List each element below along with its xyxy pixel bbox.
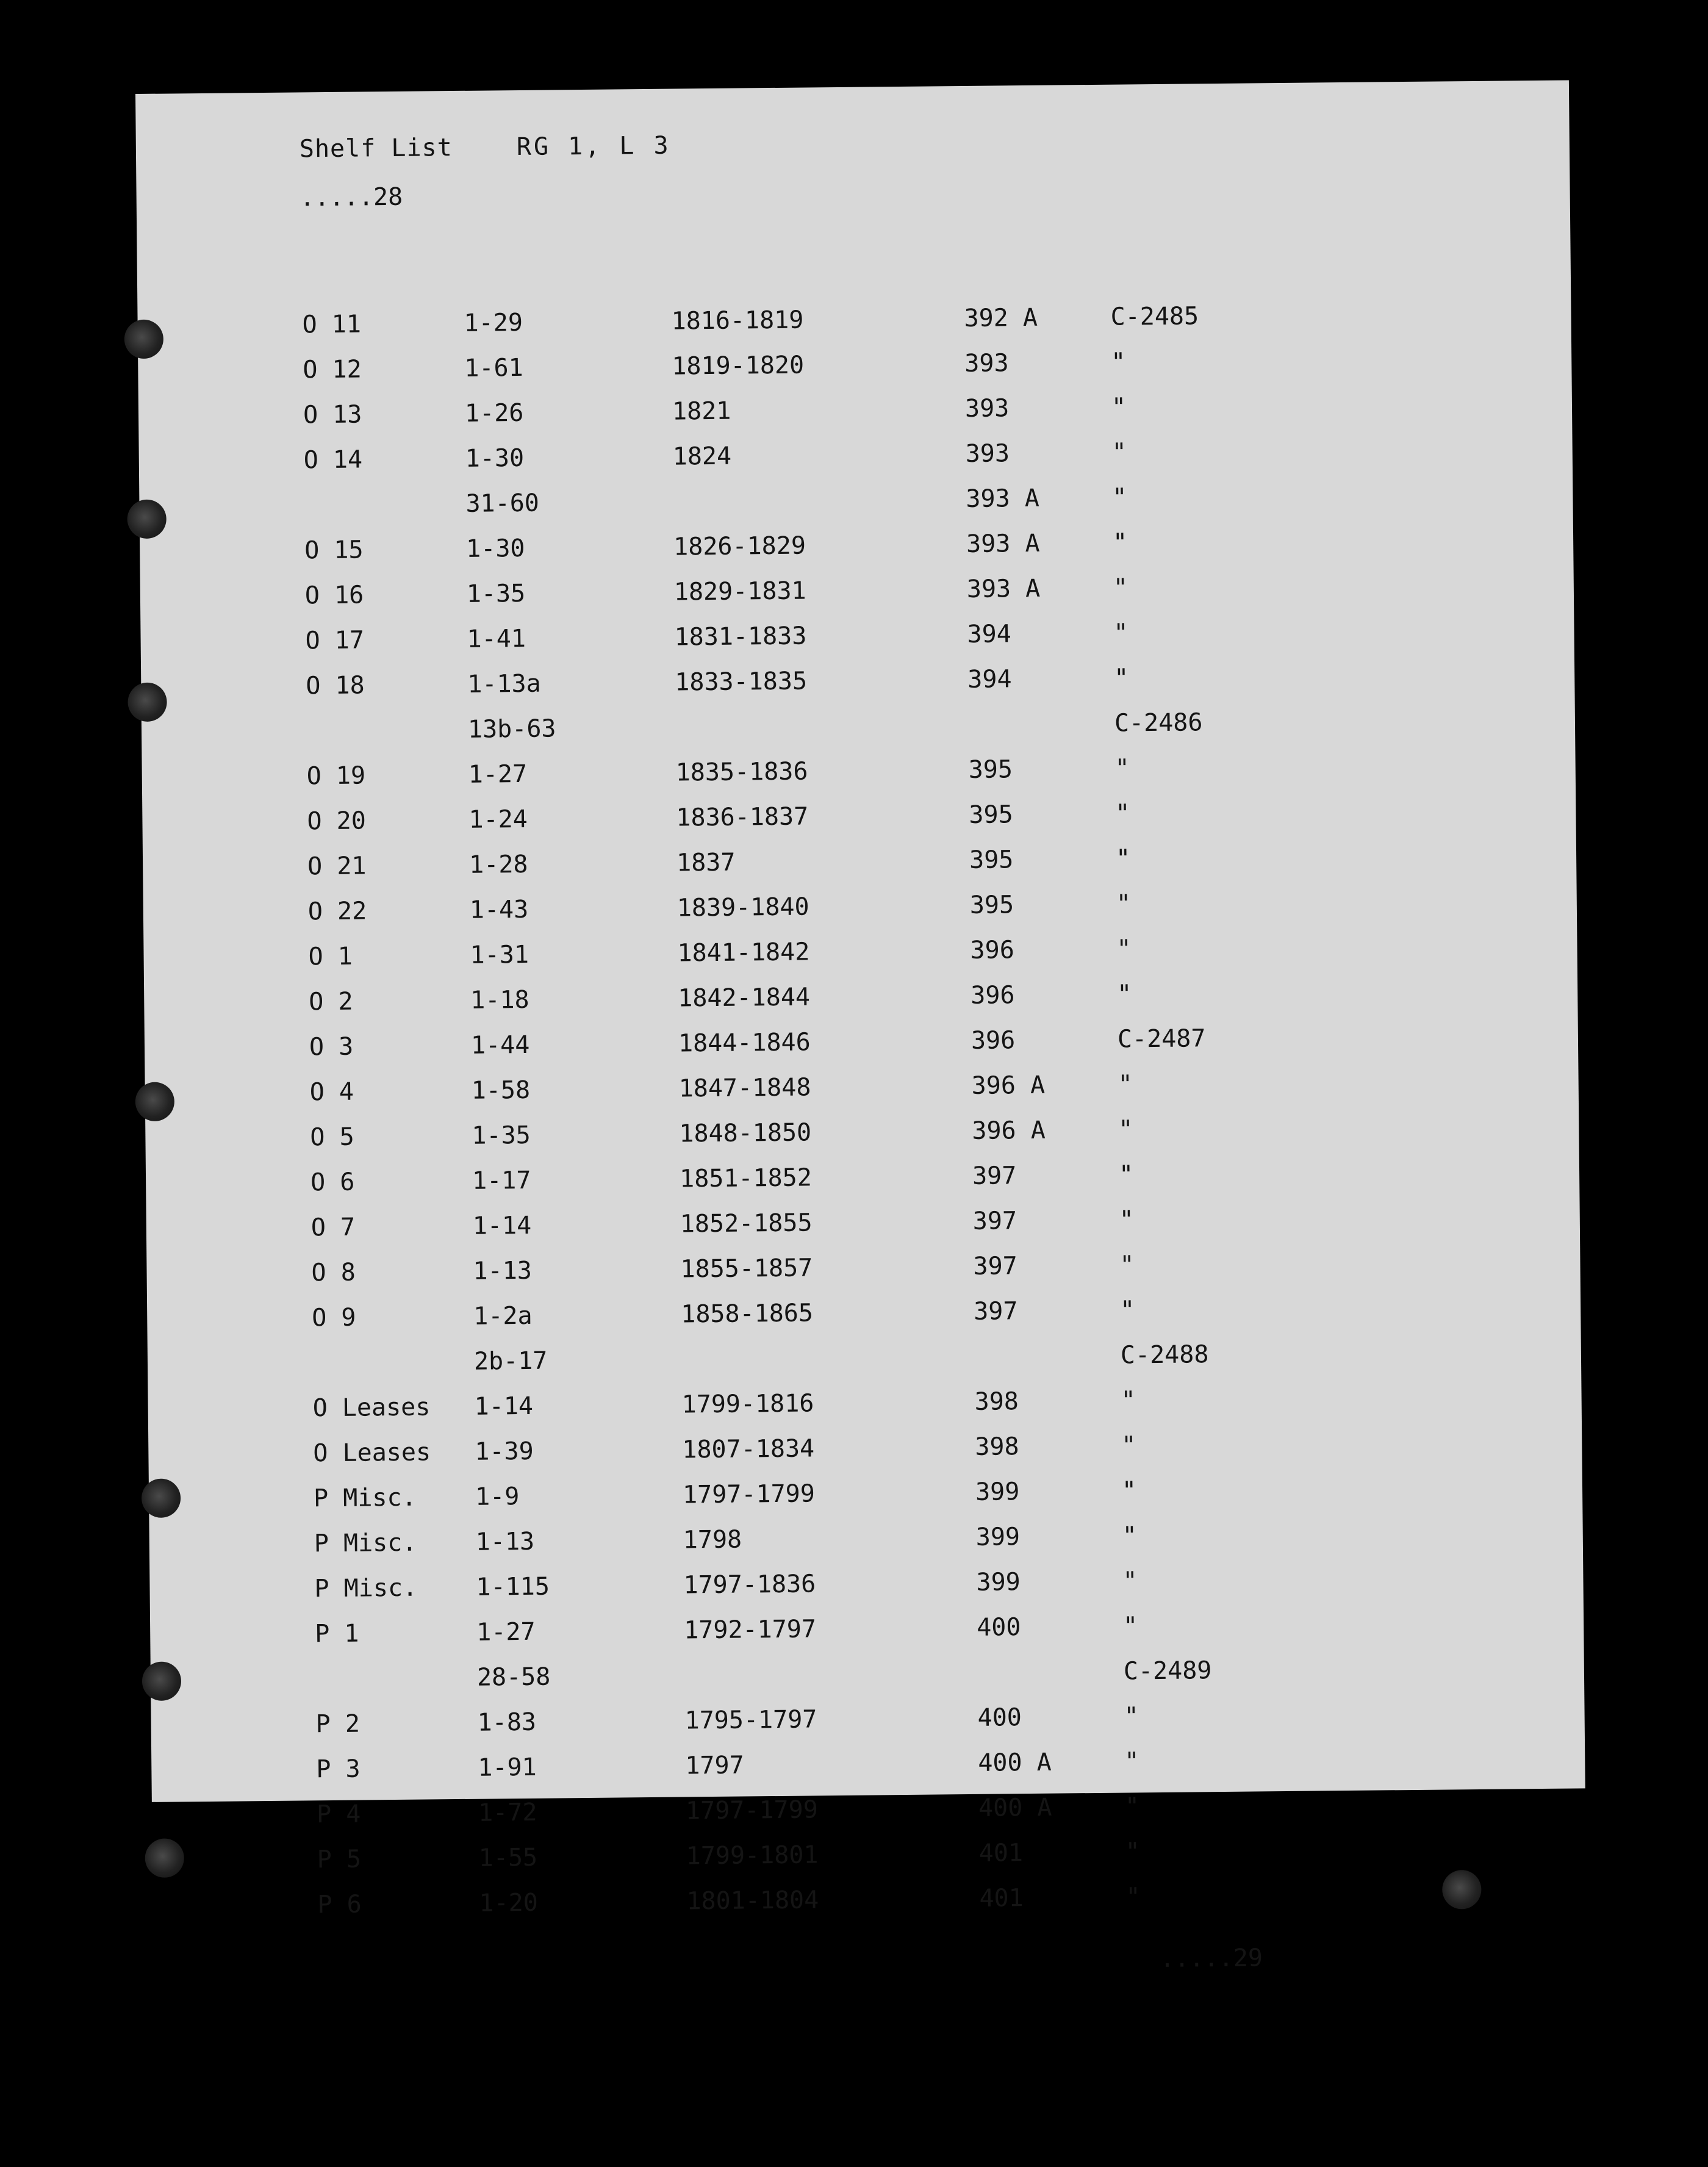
item-range-cell: 1-115 [476,1572,550,1601]
years-cell: 1837 [676,848,736,877]
item-range-cell: 1-2a [473,1301,533,1331]
box-number-cell: 400 A [978,1748,1052,1777]
item-range-cell: 31-60 [465,489,540,518]
reel-number-cell: C-2488 [1120,1340,1209,1370]
punch-hole [135,1082,175,1121]
series-cell: O 15 [304,536,364,565]
item-range-cell: 1-39 [475,1437,534,1466]
reel-number-cell: " [1113,619,1128,647]
years-cell: 1801-1804 [686,1886,819,1916]
years-cell: 1792-1797 [683,1615,817,1645]
reel-number-cell: " [1119,1251,1135,1279]
reel-number-cell: " [1112,528,1128,557]
item-range-cell: 1-30 [465,534,525,563]
box-number-cell: 395 [969,846,1014,874]
years-cell: 1858-1865 [681,1299,814,1329]
series-cell: O 19 [306,761,366,791]
box-number-cell: 400 A [978,1793,1052,1822]
years-cell: 1816-1819 [671,306,804,336]
reel-number-cell: " [1118,1160,1134,1189]
header-title: Shelf List [299,134,453,164]
box-number-cell: 393 [965,439,1010,468]
series-cell: P 6 [317,1890,362,1919]
item-range-cell: 1-30 [465,444,525,473]
box-number-cell: 393 [964,349,1009,378]
series-cell: O 2 [309,987,353,1016]
series-cell: P 2 [315,1709,361,1739]
box-number-cell: 395 [969,800,1013,829]
reel-number-cell: " [1124,1702,1139,1731]
years-cell: 1826-1829 [673,531,806,561]
box-number-cell: 396 A [971,1071,1046,1100]
box-number-cell: 400 [976,1613,1021,1642]
reel-number-cell: " [1122,1612,1138,1641]
series-cell: O 5 [310,1123,354,1152]
reel-number-cell: " [1118,1115,1133,1144]
years-cell: 1797-1799 [685,1795,819,1825]
box-number-cell: 398 [974,1387,1019,1416]
item-range-cell: 28-58 [476,1662,551,1692]
box-number-cell: 392 A [964,303,1038,332]
years-cell: 1821 [672,397,731,426]
reel-number-cell: C-2489 [1123,1656,1212,1686]
box-number-cell: 396 [971,981,1015,1010]
series-cell: O 18 [306,671,365,700]
series-cell: P 5 [317,1845,362,1874]
series-cell: O 1 [308,942,353,971]
series-cell: O 13 [303,400,362,429]
item-range-cell: 1-14 [474,1392,534,1421]
box-number-cell: 394 [967,665,1012,694]
reel-number-cell: " [1119,1206,1135,1234]
box-number-cell: 401 [979,1884,1024,1913]
years-cell: 1841-1842 [677,938,810,968]
years-cell: 1852-1855 [680,1209,813,1238]
shelf-list-table [302,300,1507,1936]
series-cell: O 14 [303,445,363,475]
previous-page-marker: .....28 [300,182,403,212]
box-number-cell: 397 [973,1252,1017,1281]
box-number-cell: 393 A [966,529,1040,558]
reel-number-cell: " [1122,1567,1138,1595]
item-range-cell: 1-44 [470,1030,530,1060]
reel-number-cell: " [1111,348,1126,376]
reel-number-cell: " [1111,438,1127,467]
reel-number-cell: " [1115,844,1131,873]
item-range-cell: 1-41 [467,624,526,653]
reel-number-cell: " [1125,1838,1141,1866]
series-cell: P Misc. [314,1573,418,1603]
item-range-cell: 1-27 [468,760,528,789]
series-cell: O 9 [312,1303,356,1332]
years-cell: 1835-1836 [675,757,808,787]
reel-number-cell: " [1111,393,1127,422]
series-cell: P 4 [316,1800,361,1829]
item-range-cell: 1-13a [467,669,541,699]
box-number-cell: 393 A [966,574,1041,603]
item-range-cell: 1-31 [470,940,529,969]
series-cell: P 1 [315,1619,359,1648]
box-number-cell: 399 [976,1568,1021,1597]
years-cell: 1797-1836 [683,1570,816,1600]
series-cell: O 4 [309,1077,354,1107]
reel-number-cell: " [1125,1883,1141,1911]
series-cell: O 6 [310,1168,355,1197]
series-cell: O 7 [310,1213,356,1242]
box-number-cell: 398 [975,1432,1019,1461]
series-cell: P Misc. [314,1528,417,1558]
reel-number-cell: " [1114,664,1129,692]
item-range-cell: 1-24 [468,805,528,834]
document-page [135,80,1585,1974]
item-range-cell: 1-13 [473,1256,533,1285]
years-cell: 1797-1799 [682,1479,816,1509]
item-range-cell: 1-72 [478,1798,537,1827]
box-number-cell: 397 [972,1162,1017,1190]
series-cell: O 20 [307,807,367,836]
item-range-cell: 13b-63 [467,714,556,744]
series-cell: O Leases [313,1438,431,1468]
box-number-cell: 396 A [972,1116,1046,1145]
item-range-cell: 1-35 [466,579,526,608]
reel-number-cell: " [1116,935,1132,963]
reel-number-cell: " [1124,1792,1140,1821]
item-range-cell: 1-35 [472,1121,531,1150]
item-range-cell: 1-9 [475,1482,520,1511]
box-number-cell: 393 [964,394,1010,423]
years-cell: 1798 [683,1525,742,1554]
years-cell: 1824 [672,442,732,471]
series-cell: P 3 [316,1755,361,1784]
series-cell: O 12 [303,355,362,384]
item-range-cell: 1-29 [464,308,523,337]
reel-number-cell: " [1119,1296,1135,1324]
box-number-cell: 396 [970,936,1015,965]
punch-hole [142,1478,181,1518]
years-cell: 1799-1816 [681,1389,814,1419]
years-cell: 1797 [685,1751,744,1780]
series-cell: O 17 [305,626,365,655]
record-group-code: RG 1, L 3 [516,131,671,162]
years-cell: 1833-1835 [675,667,808,697]
item-range-cell: 1-61 [464,353,523,383]
series-cell: O 8 [311,1258,356,1287]
years-cell: 1831-1833 [674,622,807,652]
reel-number-cell: " [1117,980,1132,1008]
item-range-cell: 1-14 [472,1211,532,1240]
box-number-cell: 399 [975,1478,1020,1506]
punch-hole [127,500,167,539]
item-range-cell: 1-28 [468,850,528,879]
series-cell: O Leases [312,1393,431,1423]
item-range-cell: 1-43 [469,895,529,924]
punch-hole [124,320,164,359]
item-range-cell: 1-18 [470,985,529,1015]
years-cell: 1844-1846 [678,1028,811,1058]
item-range-cell: 1-26 [464,398,524,428]
item-range-cell: 1-83 [477,1708,537,1737]
reel-number-cell: " [1121,1431,1136,1460]
years-cell: 1799-1801 [686,1841,819,1871]
years-cell: 1819-1820 [672,351,805,381]
reel-number-cell: " [1116,889,1132,918]
years-cell: 1795-1797 [684,1705,817,1735]
box-number-cell: 401 [978,1839,1024,1867]
box-number-cell: 393 A [966,484,1040,513]
item-range-cell: 1-58 [471,1076,531,1105]
years-cell: 1807-1834 [682,1434,815,1464]
box-number-cell: 396 [971,1026,1016,1055]
box-number-cell: 397 [974,1297,1018,1326]
item-range-cell: 1-55 [478,1843,538,1872]
reel-number-cell: " [1113,573,1128,602]
reel-number-cell: " [1124,1747,1139,1776]
box-number-cell: 395 [969,891,1014,919]
reel-number-cell: C-2486 [1114,708,1203,738]
series-cell: O 11 [302,310,362,339]
years-cell: 1855-1857 [680,1254,813,1284]
reel-number-cell: " [1112,483,1127,512]
punch-hole [127,683,167,722]
reel-number-cell: " [1122,1522,1138,1550]
item-range-cell: 2b-17 [473,1346,548,1376]
years-cell: 1836-1837 [676,802,809,832]
series-cell: O 21 [307,852,367,881]
box-number-cell: 397 [972,1207,1017,1235]
box-number-cell: 400 [977,1703,1022,1732]
series-cell: O 16 [304,581,364,610]
item-range-cell: 1-17 [472,1166,531,1195]
years-cell: 1851-1852 [679,1163,813,1193]
series-cell: P Misc. [313,1483,417,1513]
item-range-cell: 1-91 [478,1753,537,1782]
reel-number-cell: " [1121,1476,1137,1505]
item-range-cell: 1-27 [476,1617,536,1647]
box-number-cell: 395 [968,755,1013,784]
item-range-cell: 1-13 [475,1527,535,1556]
reel-number-cell: " [1115,799,1130,828]
box-number-cell: 394 [967,620,1012,649]
series-cell: O 22 [307,897,367,926]
punch-hole [142,1661,182,1701]
item-range-cell: 1-20 [479,1888,539,1917]
years-cell: 1842-1844 [678,983,811,1013]
reel-number-cell: C-2487 [1117,1024,1206,1054]
box-number-cell: 399 [975,1523,1021,1551]
series-cell: O 3 [309,1032,354,1062]
reel-number-cell: " [1114,754,1130,783]
years-cell: 1829-1831 [673,577,806,606]
years-cell: 1848-1850 [679,1118,812,1148]
reel-number-cell: " [1118,1070,1133,1099]
punch-hole [145,1838,184,1878]
next-page-marker: .....29 [1160,1944,1263,1974]
years-cell: 1839-1840 [676,893,809,922]
reel-number-cell: " [1121,1386,1136,1415]
reel-number-cell: C-2485 [1110,302,1199,331]
years-cell: 1847-1848 [678,1073,811,1103]
